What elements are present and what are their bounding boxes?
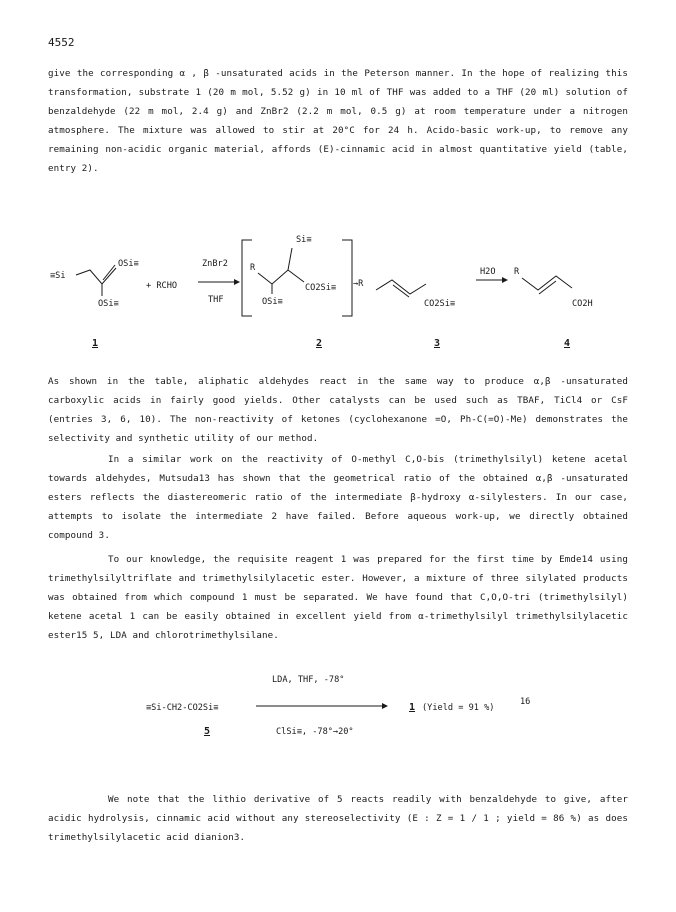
paragraph-reagent-prep: To our knowledge, the requisite reagent 1 was prepared for the first time by Emde14 using trimethylsilyltriflate and trimethylsilylacetic ester. However, a mixture of three silylated products was obtained from which compound 1 must be separated. We have found that C,O,O-tri (trimethylsilyl) ketene acetal 1 can be easily obtained in excellent yield from α-trimethylsilyl trimethylsilylacetic ester15 5, LDA and chlorotrimethylsilane. (48, 554, 628, 641)
h2o-label: H2O (480, 267, 496, 277)
yield-text: (Yield = 91 %) (422, 703, 495, 713)
int-bond-si (288, 248, 292, 270)
conditions-above: LDA, THF, -78° (272, 675, 345, 685)
reactant-label: 5 (204, 726, 211, 737)
arrow-1-head (234, 279, 240, 285)
double-bond-1 (103, 265, 115, 280)
paragraph-lithio: We note that the lithio derivative of 5 reacts readily with benzaldehyde to give, after acidic hydrolysis, cinnamic acid without any stereoselectivity (E : Z = 1 / 1 ; yield = 86 %) as does trimethylsilylacetic acid dianion3. (48, 794, 628, 843)
page-number: 4552 (48, 36, 75, 49)
osi-top-label: OSi≡ (118, 259, 139, 269)
compound-label-2: 2 (316, 338, 323, 349)
int-chain (258, 270, 304, 284)
catalyst-above: ZnBr2 (202, 259, 228, 269)
paragraph-mutsuda: In a similar work on the reactivity of O-methyl C,O-bis (trimethylsilyl) ketene acetal towards aldehydes, Mutsuda13 has shown that the geometrical ratio of the obtained α,β -unsaturated esters reflects the diastereomeric ratio of the intermediate β-hydroxy α-silylesters. In our case, attempts to isolate the intermediate 2 have failed. Before aqueous work-up, we directly obtained compound 3. (48, 454, 628, 541)
int-co2-label: CO2Si≡ (305, 283, 337, 293)
p3-chain (376, 280, 426, 294)
conditions-below: ClSi≡, -78°→20° (276, 727, 354, 737)
reaction-scheme-preparation (0, 668, 676, 750)
compound-label-1: 1 (92, 338, 99, 349)
reagent-label: + RCHO (146, 281, 178, 291)
p4-co2-label: CO2H (572, 299, 593, 309)
arrow-prep-head (382, 703, 388, 709)
paragraph-table-discussion: As shown in the table, aliphatic aldehydes react in the same way to produce α,β -unsaturated carboxylic acids in fairly good yields. Other catalysts can be used such as TBAF, TiCl4 or CsF (entries 3, 6, 10). The non-reactivity of ketones (cyclohexanone =O, Ph-C(=O)-Me) demonstrates the selectivity and synthetic utility of our method. (48, 376, 628, 444)
int-osi-label: OSi≡ (262, 297, 283, 307)
bracket-left (242, 240, 252, 316)
compound-label-4: 4 (564, 338, 571, 349)
int-si-label: Si≡ (296, 235, 312, 245)
bond-lines-1 (76, 268, 116, 284)
compound-label-3: 3 (434, 338, 441, 349)
bracket-right (342, 240, 352, 316)
catalyst-below: THF (208, 295, 224, 305)
reactant-formula: ≡Si-CH2-CO2Si≡ (146, 703, 219, 713)
reaction-scheme-peterson (0, 218, 676, 360)
product-label: 1 (409, 702, 416, 713)
osi-bottom-label: OSi≡ (98, 299, 119, 309)
int-r-label: R (250, 263, 256, 273)
arrow-3-head (502, 277, 508, 283)
si-left-label: ≡Si (50, 271, 66, 281)
yield-ref: 16 (520, 697, 531, 707)
paragraph-intro: give the corresponding α , β -unsaturated acids in the Peterson manner. In the hope of realizing this transformation, substrate 1 (20 m mol, 5.52 g) in 10 ml of THF was added to a THF (20 ml) solution of benzaldehyde (22 m mol, 2.4 g) and ZnBr2 (2.2 m mol, 0.5 g) at room temperature under a nitrogen atmosphere. The mixture was allowed to stir at 20°C for 24 h. Acido-basic work-up, to remove any remaining non-acidic organic material, affords (E)-cinnamic acid in almost quantitative yield (table, entry 2). (48, 68, 628, 174)
p3-co2-label: CO2Si≡ (424, 299, 456, 309)
arrow-2-r: →R (353, 279, 364, 289)
p4-r-label: R (514, 267, 520, 277)
